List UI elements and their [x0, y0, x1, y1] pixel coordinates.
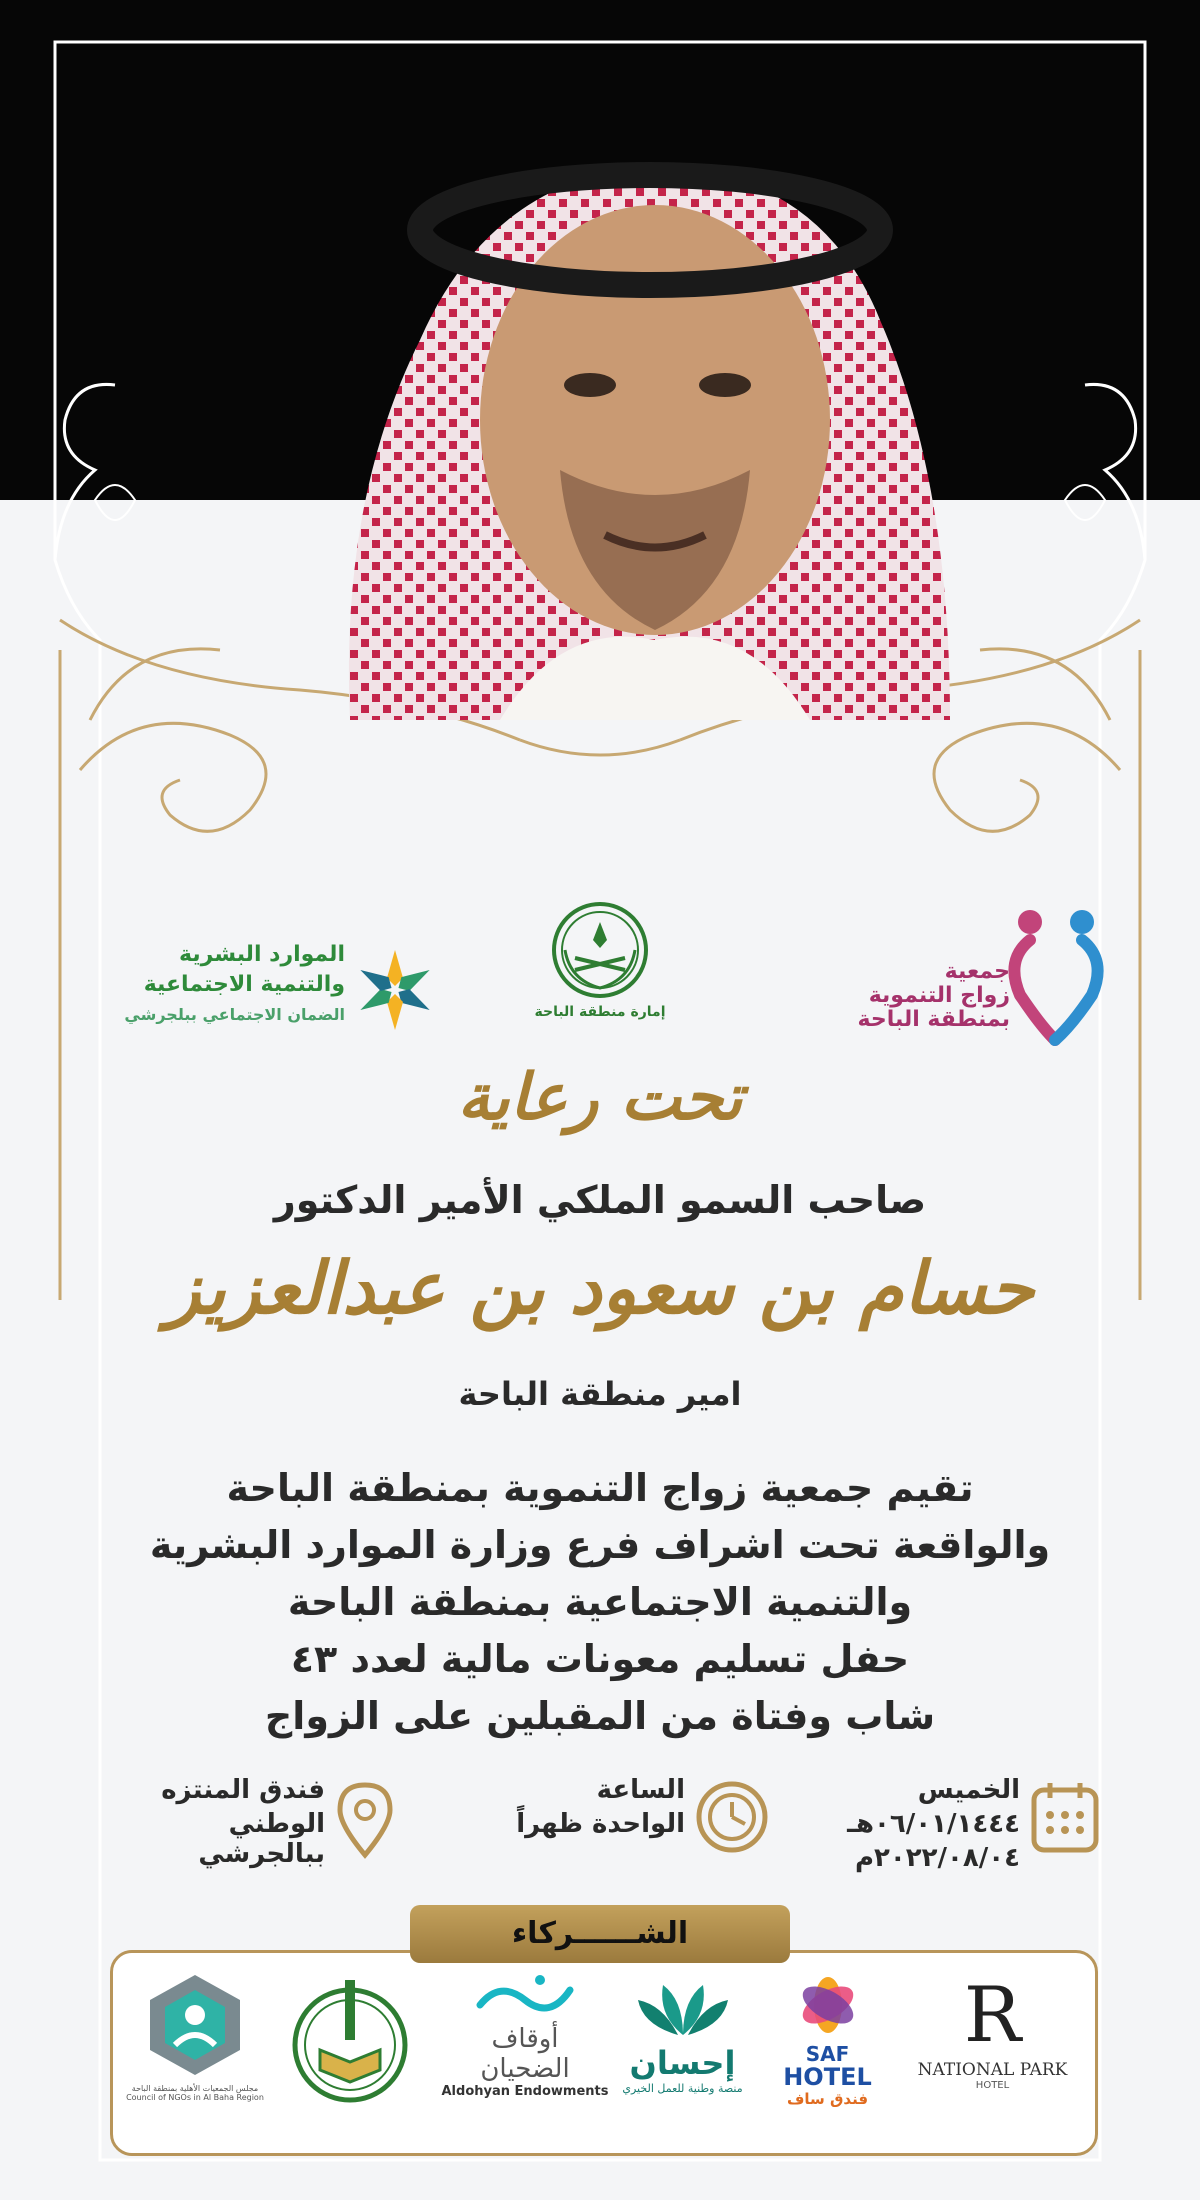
awqaf-english: Aldohyan Endowments — [441, 2084, 609, 2099]
under-patronage-heading: تحت رعاية — [457, 1060, 743, 1135]
event-time — [500, 1775, 685, 1839]
ehsan-leaves-icon — [633, 1970, 733, 2040]
emirate-caption: إمارة منطقة الباحة — [534, 1004, 666, 1020]
ehsan-sub: منصة وطنية للعمل الخيري — [622, 2082, 743, 2095]
ngo-council-arabic: مجلس الجمعيات الأهلية بمنطقة الباحة — [131, 2084, 259, 2093]
event-location — [95, 1775, 325, 1869]
ngo-council-logo — [115, 1970, 275, 2130]
body-line: حفل تسليم معونات مالية لعدد ٤٣ — [290, 1637, 910, 1681]
clock-icon — [695, 1780, 770, 1855]
body-line: والتنمية الاجتماعية بمنطقة الباحة — [287, 1580, 913, 1624]
location-pin-icon — [335, 1780, 395, 1860]
zawaj-logo-line1: جمعية — [944, 959, 1010, 984]
saf-line2: HOTEL — [783, 2063, 872, 2091]
np-name: NATIONAL PARK — [917, 2060, 1068, 2080]
heart-couple-icon — [1000, 900, 1110, 1050]
national-park-hotel-logo — [905, 1970, 1080, 2130]
event-day: الخميس — [917, 1775, 1020, 1805]
event-time-value: الواحدة ظهراً — [516, 1809, 685, 1839]
body-line: شاب وفتاة من المقبلين على الزواج — [264, 1694, 936, 1738]
np-sub: HOTEL — [975, 2080, 1010, 2091]
np-monogram-icon: R — [963, 1970, 1022, 2059]
ehsan-platform-logo — [605, 1970, 760, 2130]
event-time-label: الساعة — [596, 1775, 685, 1805]
event-location-line2: الوطني ببالجرشي — [198, 1809, 325, 1869]
ehsan-name: إحسان — [629, 2044, 736, 2082]
event-gregorian-date: ٢٠٢٢/٠٨/٠٤م — [854, 1843, 1020, 1873]
body-line: تقيم جمعية زواج التنموية بمنطقة الباحة — [226, 1466, 974, 1510]
body-line: والواقعة تحت اشراف فرع وزارة الموارد البشرية — [149, 1523, 1051, 1567]
ngo-council-english: Council of NGOs in Al Baha Region — [126, 2093, 264, 2102]
partners-label: الشــــــركاء — [410, 1905, 790, 1963]
calendar-icon — [1030, 1780, 1100, 1855]
zawaj-association-logo — [820, 900, 1110, 1050]
awqaf-line1: أوقاف — [491, 2024, 559, 2054]
zawaj-logo-line3: بمنطقة الباحة — [857, 1007, 1010, 1032]
awqaf-line2: الضحيان — [480, 2054, 570, 2084]
hr-logo-line2: والتنمية الاجتماعية — [143, 972, 345, 997]
zawaj-logo-line2: زواج التنموية — [868, 983, 1010, 1008]
invitation-body — [0, 1460, 1200, 1745]
portrait-photo — [260, 120, 1040, 720]
patron-role: امير منطقة الباحة — [458, 1375, 742, 1413]
saf-line1: SAF — [805, 2042, 850, 2066]
saf-hotel-logo — [755, 1970, 900, 2130]
saf-arabic: فندق ساف — [786, 2090, 869, 2108]
ngo-council-hexagon-icon — [140, 1970, 250, 2080]
event-location-line1: فندق المنتزه — [161, 1775, 325, 1805]
quran-mosque-emblem-icon — [285, 1970, 415, 2110]
honorific-title: صاحب السمو الملكي الأمير الدكتور — [273, 1178, 927, 1222]
hr-logo-line1: الموارد البشرية — [179, 942, 345, 967]
aldohyan-endowments-logo — [435, 1970, 615, 2130]
event-date — [830, 1775, 1020, 1873]
hr-star-icon — [350, 945, 440, 1035]
hr-ministry-logo — [110, 940, 440, 1050]
emirate-emblem-icon — [545, 900, 655, 1000]
quran-society-logo — [275, 1970, 425, 2130]
patron-name: حسام بن سعود بن عبدالعزيز — [165, 1245, 1035, 1330]
aldohyan-mark-icon — [470, 1970, 580, 2020]
saf-flower-icon — [788, 1970, 868, 2040]
emirate-logo — [530, 900, 670, 1030]
hr-logo-line3: الضمان الاجتماعي ببلجرشي — [124, 1005, 345, 1024]
event-hijri-date: ٠٦/٠١/١٤٤٤هـ — [847, 1809, 1020, 1839]
